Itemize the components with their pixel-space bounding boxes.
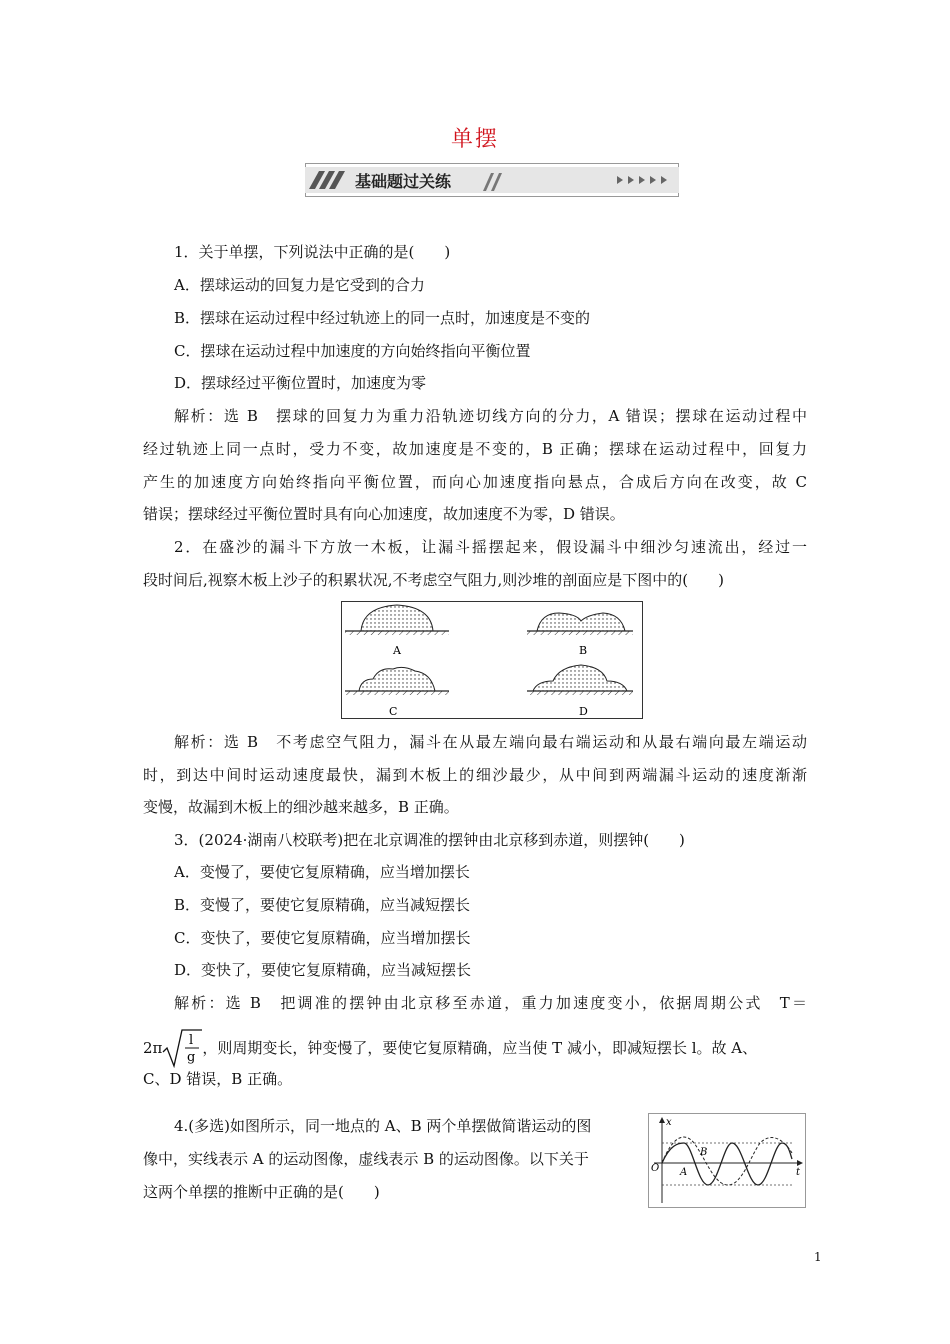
q1-option-c: C．摆球在运动过程中加速度的方向始终指向平衡位置 — [174, 342, 531, 360]
q2-analysis-line: 时，到达中间时运动速度最快，漏到木板上的细沙最少，从中间到两端漏斗运动的速度渐渐 — [143, 766, 807, 784]
sand-pile-figure — [341, 601, 643, 719]
q2-stem-line: 2．在盛沙的漏斗下方放一木板，让漏斗摇摆起来，假设漏斗中细沙匀速流出，经过一 — [174, 538, 807, 556]
q3-analysis-line: C、D 错误，B 正确。 — [143, 1070, 293, 1088]
graph-label-t: t — [796, 1167, 801, 1178]
q3-analysis-line: ，则周期变长，钟变慢了，要使它复原精确，应当使 T 减小，即减短摆长 l。故 A、 — [202, 1039, 758, 1057]
figure-label-d: D — [579, 705, 588, 718]
page-number: 1 — [814, 1250, 822, 1264]
figure-label-c: C — [389, 705, 398, 718]
sqrt-fraction — [162, 1028, 202, 1068]
q3-option-c: C．变快了，要使它复原精确，应当增加摆长 — [174, 929, 471, 947]
banner-label: 基础题过关练 — [355, 172, 452, 191]
graph-label-a: A — [680, 1167, 688, 1178]
q1-option-d: D．摆球经过平衡位置时，加速度为零 — [174, 374, 427, 392]
q1-analysis-line: 产生的加速度方向始终指向平衡位置，而向心加速度指向悬点，合成后方向在改变，故 C — [143, 473, 807, 491]
section-banner — [305, 163, 679, 197]
q3-option-d: D．变快了，要使它复原精确，应当减短摆长 — [174, 961, 472, 979]
q3-analysis-line: 解析：选 B 把调准的摆钟由北京移至赤道，重力加速度变小，依据周期公式 T＝ — [174, 994, 807, 1012]
q3-formula-line — [143, 1028, 807, 1068]
figure-label-a: A — [393, 644, 401, 657]
q1-analysis-line: 错误；摆球经过平衡位置时具有向心加速度，故加速度不为零，D 错误。 — [143, 505, 625, 523]
q4-stem-line: 这两个单摆的推断中正确的是( ) — [143, 1183, 380, 1201]
pendulum-graph — [648, 1113, 806, 1208]
page-title: 单摆 — [450, 127, 499, 152]
q1-option-a: A．摆球运动的回复力是它受到的合力 — [174, 276, 425, 294]
q3-stem: 3．(2024·湖南八校联考)把在北京调准的摆钟由北京移到赤道，则摆钟( ) — [174, 831, 685, 849]
q3-option-b: B．变慢了，要使它复原精确，应当减短摆长 — [174, 896, 471, 914]
q1-analysis-line: 经过轨迹上同一点时，受力不变，故加速度是不变的，B 正确；摆球在运动过程中，回复力 — [143, 440, 807, 458]
q3-option-a: A．变慢了，要使它复原精确，应当增加摆长 — [174, 863, 470, 881]
graph-label-origin: O — [651, 1163, 660, 1174]
figure-label-b: B — [579, 644, 588, 657]
formula-prefix: 2π — [143, 1039, 163, 1057]
formula-numerator: l — [189, 1033, 194, 1048]
q2-stem-line: 段时间后,视察木板上沙子的积累状况,不考虑空气阻力,则沙堆的剖面应是下图中的( ) — [143, 571, 725, 589]
graph-label-x: x — [666, 1117, 672, 1128]
q4-stem-line: 像中，实线表示 A 的运动图像，虚线表示 B 的运动图像。以下关于 — [143, 1150, 589, 1168]
q1-stem: 1．关于单摆，下列说法中正确的是( ) — [174, 243, 451, 261]
q1-option-b: B．摆球在运动过程中经过轨迹上的同一点时，加速度是不变的 — [174, 309, 591, 327]
formula-denominator: g — [187, 1050, 196, 1065]
q2-analysis-line: 变慢，故漏到木板上的细沙越来越多，B 正确。 — [143, 798, 459, 816]
q4-stem-line: 4.(多选)如图所示，同一地点的 A、B 两个单摆做简谐运动的图 — [174, 1117, 592, 1135]
graph-label-b: B — [700, 1147, 708, 1158]
q1-analysis-line: 解析：选 B 摆球的回复力为重力沿轨迹切线方向的分力，A 错误；摆球在运动过程中 — [174, 407, 807, 425]
q2-analysis-line: 解析：选 B 不考虑空气阻力，漏斗在从最左端向最右端运动和从最右端向最左端运动 — [174, 733, 807, 751]
